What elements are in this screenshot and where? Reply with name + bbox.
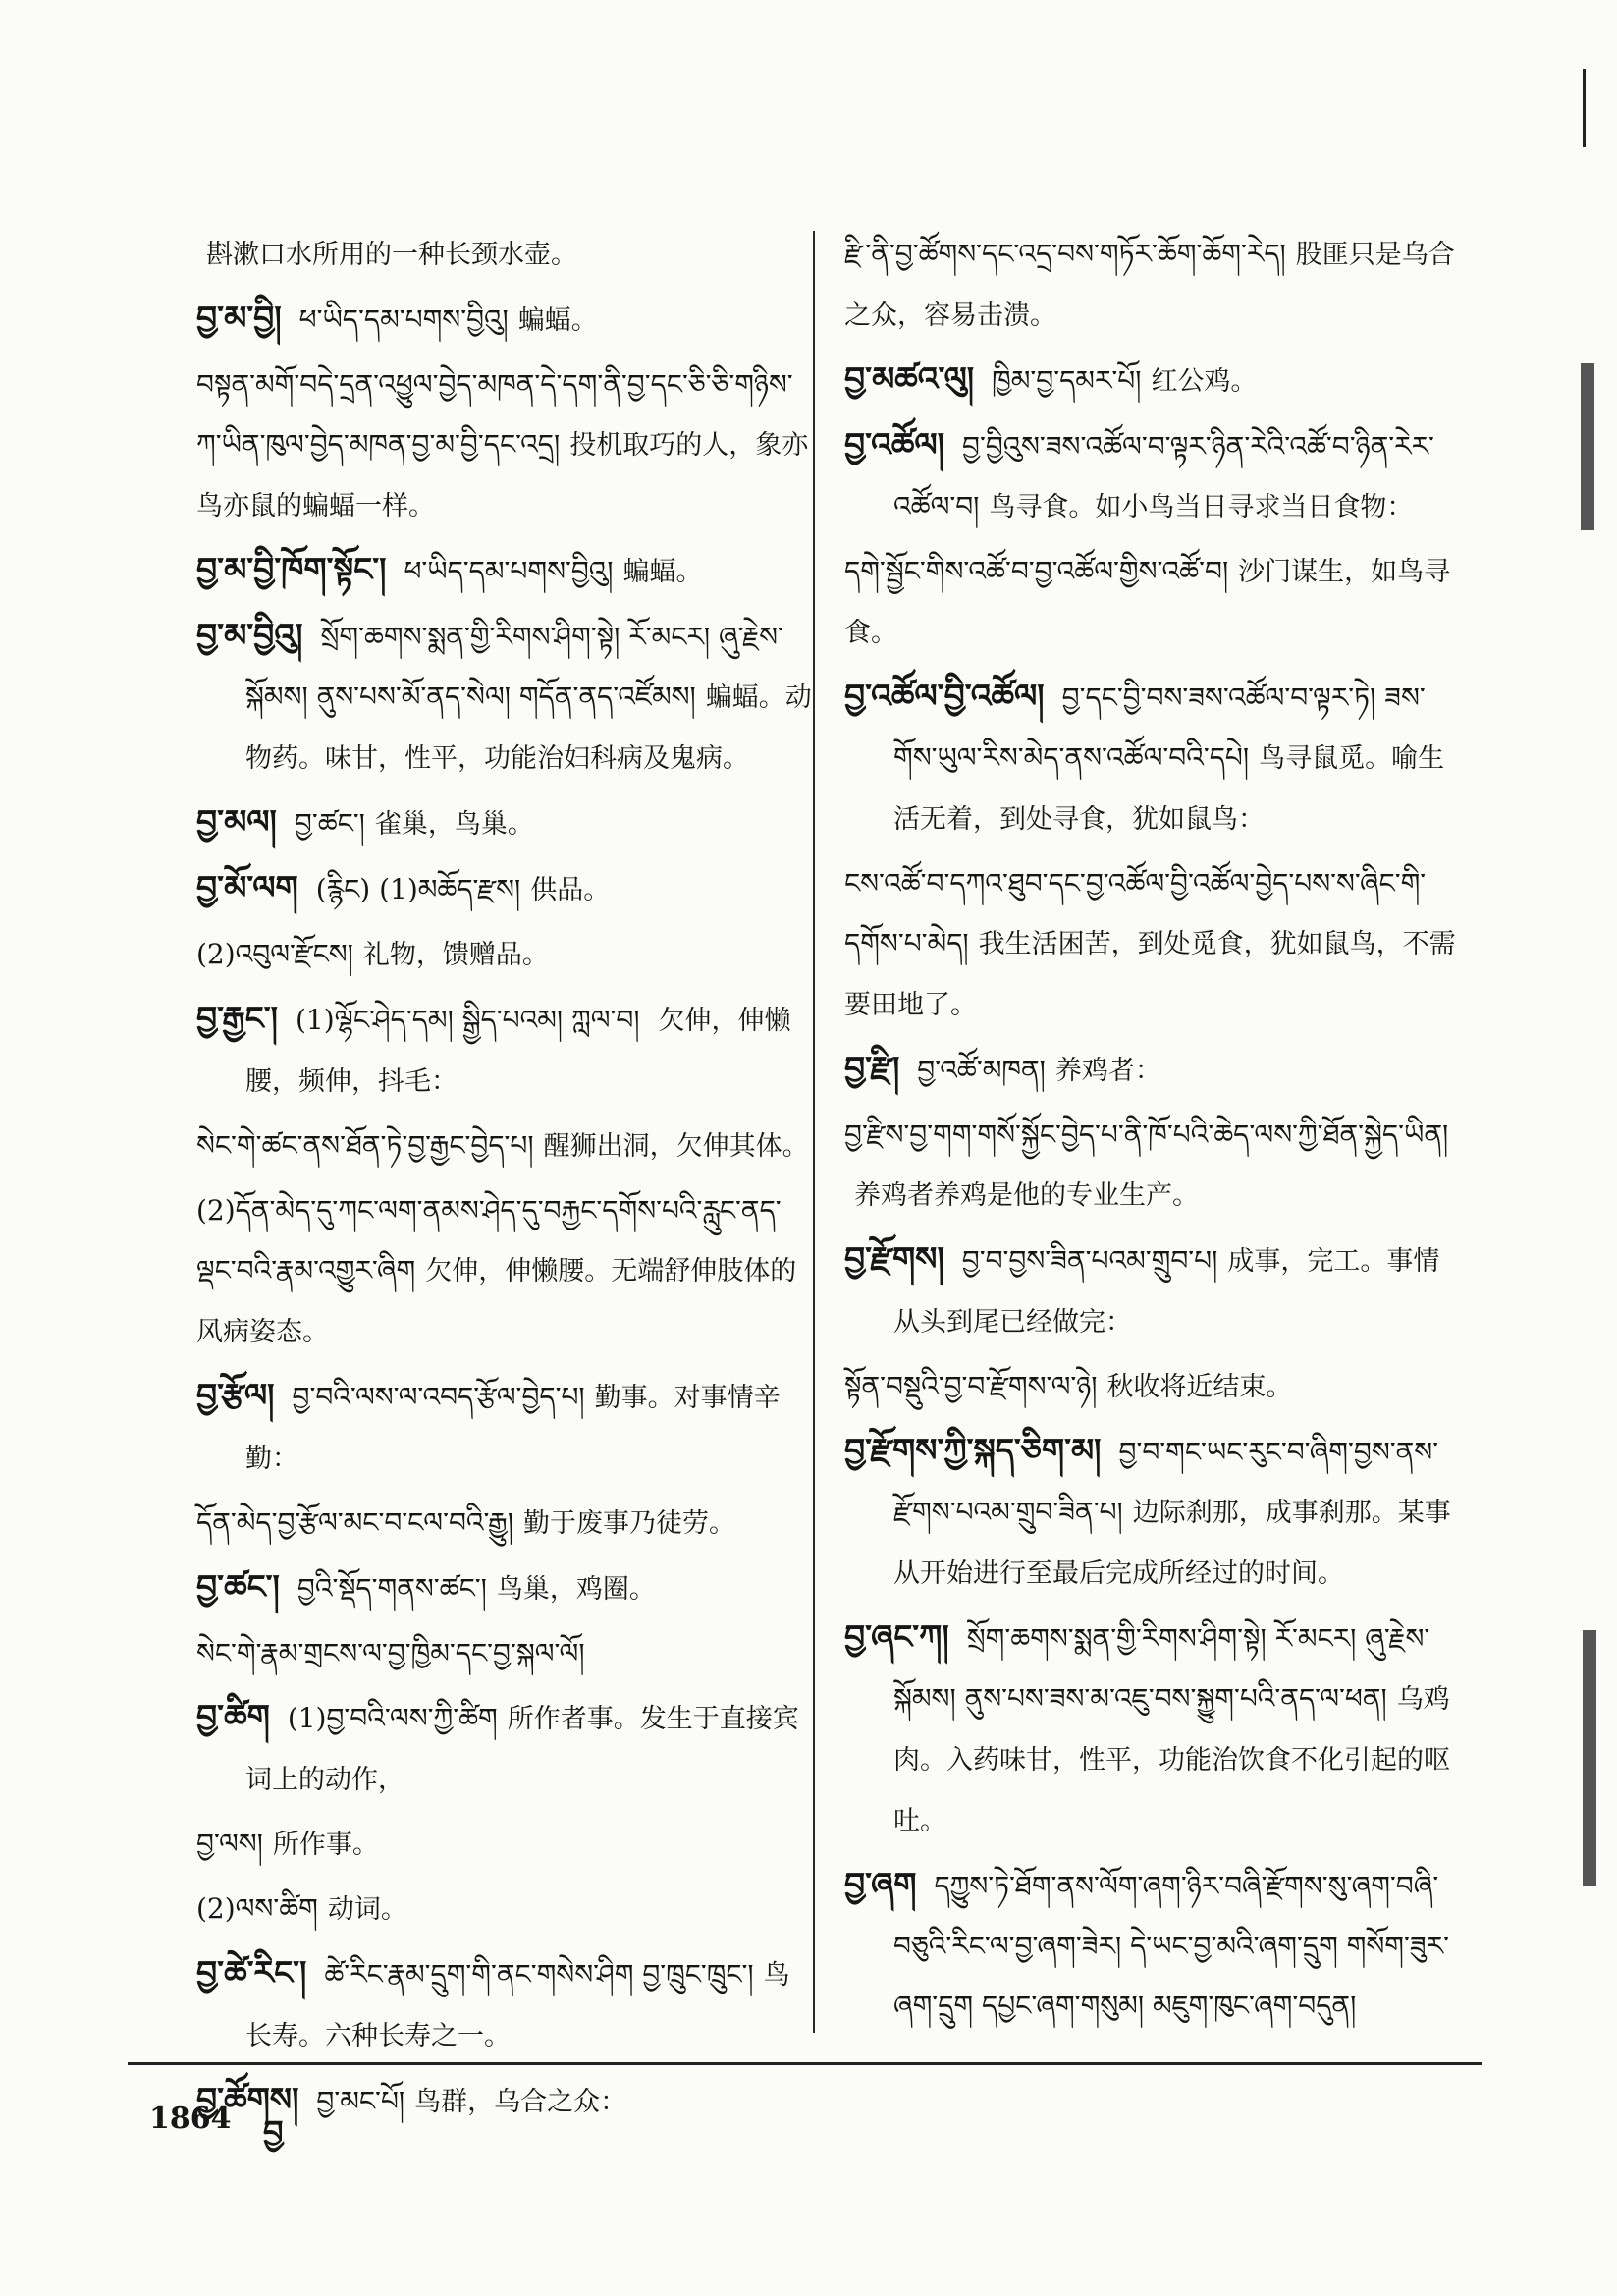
headword: བྱ་རྩོལ། xyxy=(196,1376,275,1414)
chinese-gloss: 边际刹那，成事刹那。某事从开始进行至最后完成所经过的时间。 xyxy=(893,1498,1451,1589)
entry-continuation xyxy=(844,224,1463,346)
chinese-gloss: 我生活困苦，到处觅食，犹如鼠鸟，不需要田地了。 xyxy=(844,929,1456,1020)
headword: བྱ་མཚའ་ལུ། xyxy=(844,359,975,398)
chinese-gloss: 红公鸡。 xyxy=(1151,366,1258,397)
headword: བྱ་ཞང་ཀ། xyxy=(844,1617,949,1656)
dictionary-entry xyxy=(844,1421,1463,1604)
dictionary-entry xyxy=(844,350,1463,411)
dictionary-entry xyxy=(196,289,815,351)
entry-continuation xyxy=(196,1180,815,1362)
chinese-gloss: 所作者事。发生于直接宾词上的动作， xyxy=(245,1704,799,1795)
dictionary-entry xyxy=(196,1943,815,2066)
headword: བྱ་ཚོགས། xyxy=(196,2080,299,2118)
headword: བྱ་རྫི། xyxy=(844,1049,900,1087)
tibetan-definition: (2)དོན་མེད་དུ་ཀང་ལག་ནམས་ཤེད་དུ་བརྐྱང་དགོས་པའི་རླུང་ནད་ལྡང་བའི་རྣམ་འགྱུར་ཞིག xyxy=(196,1194,782,1286)
entry-continuation xyxy=(196,1623,815,1683)
tibetan-definition: (2)འབུལ་རྫོངས། xyxy=(196,938,353,970)
dictionary-entry xyxy=(844,1230,1463,1352)
entry-continuation xyxy=(844,1105,1463,1226)
headword: བྱ་ཚིག xyxy=(196,1697,270,1735)
tibetan-definition: བྱ་རྫིས་བྱ་གག་གསོ་སྐྱོང་བྱེད་པ་ནི་ཁོ་པའི་ཆེད་ལས་ཀྱི་ཐོན་སྐྱེད་ཡིན། xyxy=(844,1119,1449,1151)
dictionary-entry xyxy=(196,1558,815,1619)
chinese-gloss: 沙门谋生，如鸟寻食。 xyxy=(844,557,1451,648)
entry-continuation xyxy=(196,1814,815,1875)
entry-continuation xyxy=(844,853,1463,1035)
dictionary-entry xyxy=(844,415,1463,537)
dictionary-entry xyxy=(196,2070,815,2132)
chinese-gloss: 鸟巢，鸡圈。 xyxy=(496,1574,656,1605)
footer-rule xyxy=(128,2062,1482,2065)
chinese-gloss: 欠伸，伸懒腰，频伸，抖毛： xyxy=(245,1006,791,1097)
tibetan-definition: (1)ལྷོང་ཤེད་དམ། སྒྱིད་པའམ། ཀླལ་བ། xyxy=(295,1004,649,1036)
headword: བྱ་ཚེ་རིང་། xyxy=(196,1953,307,1992)
chinese-gloss: 醒狮出洞，欠伸其体。 xyxy=(543,1131,809,1162)
tibetan-definition: ངས་འཚོ་བ་དཀའ་ཐུབ་དང་བྱ་འཚོལ་བྱི་འཚོལ་བྱེད་པས་ས་ཞིང་གི་དགོས་པ་མེད། xyxy=(844,867,1427,959)
headword: བྱ་འཚོལ་བྱི་འཚོལ། xyxy=(844,677,1045,715)
tibetan-definition: བྱའི་སྡོད་གནས་ཚང་། xyxy=(296,1572,487,1605)
chinese-gloss: 蝙蝠。 xyxy=(517,305,598,336)
headword: བྱ་ཞག xyxy=(844,1865,917,1903)
tibetan-definition: ཁྱིམ་བྱ་དམར་པོ། xyxy=(992,364,1142,397)
dictionary-entry xyxy=(196,1687,815,1810)
tibetan-definition: བྱ་འཚོ་མཁན། xyxy=(917,1054,1046,1086)
dictionary-entry xyxy=(196,540,815,602)
dictionary-entry xyxy=(844,1039,1463,1101)
tibetan-definition: བྱ་བའི་ལས་ལ་འབད་རྩོལ་བྱེད་པ། xyxy=(292,1381,585,1413)
tibetan-definition: བྱ་མང་པོ། xyxy=(316,2085,405,2117)
tibetan-definition: ཕ་ཡིད་དམ་པགས་བྱིའུ། xyxy=(404,555,614,587)
chinese-gloss: 投机取巧的人，象亦鸟亦鼠的蝙蝠一样。 xyxy=(196,430,809,521)
entry-continuation xyxy=(196,1493,815,1554)
headword: བྱ་འཚོལ། xyxy=(844,425,945,464)
entry-continuation xyxy=(196,1116,815,1176)
tibetan-definition: བྱ་བྱིའུས་ཟས་འཚོལ་བ་ལྟར་ཉིན་རེའི་འཚོ་བ་ཉིན་རེར་འཚོལ་བ། xyxy=(893,430,1434,522)
running-letter: བྱ xyxy=(263,2113,284,2151)
dictionary-entry xyxy=(844,1608,1463,1851)
chinese-gloss: 养鸡者养鸡是他的专业生产。 xyxy=(854,1180,1199,1211)
tibetan-definition: སྟོན་བསྡུའི་བྱ་བ་རྫོགས་ལ་ཉེ། xyxy=(844,1370,1098,1402)
chinese-gloss: 勤于废事乃徒劳。 xyxy=(522,1508,735,1539)
chinese-gloss: 乌鸡肉。入药味甘，性平，功能治饮食不化引起的呕吐。 xyxy=(893,1684,1450,1836)
chinese-gloss: 鸟群，乌合之众： xyxy=(414,2087,627,2117)
dictionary-entry xyxy=(196,606,815,789)
chinese-gloss: 鸟寻食。如小鸟当日寻求当日食物： xyxy=(989,492,1414,522)
chinese-gloss: 养鸡者： xyxy=(1054,1056,1161,1086)
chinese-gloss: 供品。 xyxy=(530,875,611,905)
headword: བྱ་རྫོགས་ཀྱི་སྐད་ཅིག་མ། xyxy=(844,1431,1102,1469)
tibetan-definition: སྲོག་ཆགས་སྨན་གྱི་རིགས་ཤིག་སྟེ། རོ་མངར། ཞུ་རྗེས་སྐོམས། ནུས་པས་ཟས་མ་འཇུ་བས་སྐྱུག་པའི་ནད་ལ་ཕན། xyxy=(893,1622,1430,1715)
tibetan-definition: བྱ་བ་བྱས་ཟིན་པའམ་གྲུབ་པ། xyxy=(961,1244,1218,1277)
tibetan-definition: (རྙིང) (1)མཆོད་རྫས། xyxy=(315,873,521,905)
entry-continuation xyxy=(844,541,1463,663)
dictionary-entry xyxy=(196,1366,815,1489)
chinese-gloss: 礼物，馈赠品。 xyxy=(362,940,549,970)
tibetan-definition: སྲོག་ཆགས་སྨན་གྱི་རིགས་ཤིག་སྟེ། རོ་མངར། ཞུ་རྗེས་སྐོམས། ནུས་པས་མོ་ནད་སེལ། གདོན་ནད་འཛོམས། xyxy=(245,621,783,713)
tibetan-definition: ཕ་ཡིད་དམ་པགས་བྱིའུ། xyxy=(298,303,509,336)
tibetan-definition: བསྟན་མགོ་བདེ་དྲན་འཕྱུལ་བྱེད་མཁན་དེ་དག་ནི་བྱ་དང་ཅི་ཅི་གཉིས་ཀ་ཡིན་ཁུལ་བྱེད་མཁན་བྱ་མ་བྱི་དང་འདྲ། xyxy=(196,368,793,461)
chinese-gloss: 鸟长寿。六种长寿之一。 xyxy=(245,1960,790,2051)
dictionary-entry xyxy=(196,989,815,1112)
headword: བྱ་ཚང་། xyxy=(196,1567,280,1606)
headword: བྱ་མལ། xyxy=(196,802,277,841)
chinese-gloss: 所作事。 xyxy=(272,1830,379,1860)
chinese-gloss: 股匪只是乌合之众，容易击溃。 xyxy=(844,240,1455,331)
tibetan-definition: (1)བྱ་བའི་ལས་ཀྱི་ཚིག xyxy=(287,1702,498,1734)
scan-edge-mark xyxy=(1581,363,1594,530)
entry-continuation xyxy=(196,1879,815,1940)
chinese-gloss: 斟漱口水所用的一种长颈水壶。 xyxy=(206,240,577,270)
headword: བྱ་མ་བྱི། xyxy=(196,299,282,337)
tibetan-definition: སེང་གེ་ཚང་ནས་ཐོན་ཏེ་བྱ་རྒྱང་བྱེད་པ། xyxy=(196,1129,534,1162)
entry-continuation xyxy=(196,224,815,285)
chinese-gloss: 雀巢，鸟巢。 xyxy=(374,809,534,840)
chinese-gloss: 欠伸，伸懒腰。无端舒伸肢体的风病姿态。 xyxy=(196,1256,797,1347)
dictionary-entry xyxy=(196,858,815,920)
headword: བྱ་མ་བྱིའུ། xyxy=(196,616,303,654)
tibetan-definition: བྱ་ཚང་། xyxy=(294,807,365,840)
tibetan-definition: ཚེ་རིང་རྣམ་དྲུག་གི་ནང་གསེས་ཤིག བྱ་ཁྲུང་ཁྲུང་། xyxy=(324,1958,754,1991)
chinese-gloss: 勤事。对事情辛勤： xyxy=(245,1383,781,1474)
tibetan-definition: སེང་གེ་རྣམ་གྲངས་ལ་བྱ་ཁྱིམ་དང་བྱ་སྐལ་ལོ། xyxy=(196,1637,585,1669)
tibetan-definition: དཀྱུས་ཏེ་ཐོག་ནས་ལོག་ཞག་ཉིར་བཞི་རྫོགས་སུ་ཞག་བཞི་བཅུའི་རིང་ལ་བྱ་ཞག་ཟེར། དེ་ཡང་བྱ་མའི་ཞག་དྲུག གསོག་ཟུར་ཞག་དྲུག དཔྱང་ཞག་གསུམ། མཇུག་ཁུང་ཞག་བདུན། xyxy=(893,1870,1449,2022)
entry-continuation xyxy=(196,924,815,985)
tibetan-definition: བྱ་དང་བྱི་བས་ཟས་འཚོལ་བ་ལྟར་ཏེ། ཟས་གོས་ཡུལ་རིས་མེད་ནས་འཚོལ་བའི་དཔེ། xyxy=(893,682,1426,774)
chinese-gloss: 鸟寻鼠觅。喻生活无着，到处寻食，犹如鼠鸟： xyxy=(893,743,1445,835)
column-divider xyxy=(813,231,815,2033)
tibetan-definition: བྱ་བ་གང་ཡང་རུང་བ་ཞིག་བྱས་ནས་རྫོགས་པའམ་གྲུབ་ཟིན་པ། xyxy=(893,1436,1439,1528)
left-column xyxy=(196,224,815,2136)
chinese-gloss: 秋收将近结束。 xyxy=(1106,1372,1293,1402)
entry-continuation xyxy=(196,355,815,536)
headword: བྱ་མོ་ལག xyxy=(196,868,298,906)
tibetan-definition: དགེ་སྦྱོང་གིས་འཚོ་བ་བྱ་འཚོལ་གྱིས་འཚོ་བ། xyxy=(844,555,1229,587)
dictionary-entry xyxy=(844,667,1463,849)
scan-edge-mark xyxy=(1583,1630,1596,1886)
entry-continuation xyxy=(844,1356,1463,1417)
headword: བྱ་མ་བྱི་ཁོག་སྟོང་། xyxy=(196,550,387,588)
chinese-gloss: 蝙蝠。动物药。味甘，性平，功能治妇科病及鬼病。 xyxy=(245,683,812,774)
page-number: 1864 xyxy=(149,2102,232,2136)
chinese-gloss: 动词。 xyxy=(327,1894,407,1925)
tibetan-definition: དོན་མེད་བྱ་རྩོལ་མང་བ་ངལ་བའི་རྒྱུ། xyxy=(196,1506,513,1539)
headword: བྱ་རྒྱང་། xyxy=(196,999,278,1037)
chinese-gloss: 蝙蝠。 xyxy=(622,557,703,587)
scan-edge-mark xyxy=(1583,69,1586,147)
right-column xyxy=(844,224,1463,2040)
chinese-gloss: 成事，完工。事情从头到尾已经做完： xyxy=(893,1246,1440,1338)
tibetan-definition: རྫི་ནི་བྱ་ཚོགས་དང་འདྲ་བས་གཏོར་ཆོག་ཆོག་རེད། xyxy=(844,238,1286,270)
dictionary-entry xyxy=(844,1855,1463,2036)
tibetan-definition: (2)ལས་ཚིག xyxy=(196,1892,318,1925)
headword: བྱ་རྫོགས། xyxy=(844,1239,944,1278)
dictionary-entry xyxy=(196,793,815,854)
tibetan-definition: བྱ་ལས། xyxy=(196,1828,263,1860)
